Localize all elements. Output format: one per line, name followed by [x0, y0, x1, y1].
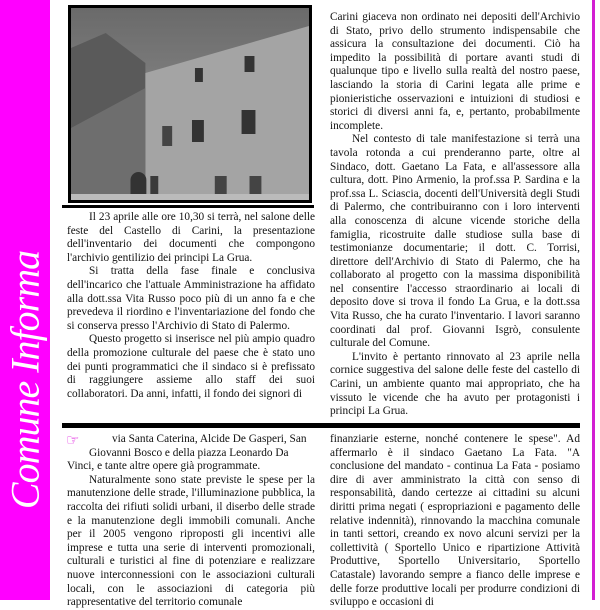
pointing-hand-icon: ☞ — [66, 433, 80, 449]
paragraph: L'invito è pertanto rinnovato al 23 aprile nella cornice suggestiva del salone delle feste del castello di Carini, un ambiente quanto mai appropriato, che ha vissuto le vicende che ha avuto per protagonisti i principi La Grua. — [330, 350, 580, 418]
paragraph: Naturalmente sono state previste le spese per la manutenzione delle strade, l'illuminazione pubblica, la raccolta dei rifiuti solidi urbani, il diserbo delle strade e la manutenzione degli immobili comunali. Anche per il 2005 vengono riproposti gli incentivi alle imprese e tutta una serie di interventi promozionali, culturali e turistici al fine di potenziare e realizzare nuove interconnessioni con le associazioni culturali locali, con le associazioni di categoria più rappresentative del territorio comunale — [67, 473, 315, 609]
continued-column-right — [330, 433, 580, 610]
paragraph: Si tratta della fase finale e conclusiva dell'incarico che l'attuale Amministrazione ha affidato alla dott.ssa Vita Russo poco più di un anno fa e che prevedeva il riordino e l'inventariazione del fondo che si conserva presso l'Archivio di Stato di Palermo. — [67, 265, 315, 332]
paragraph: Carini giaceva non ordinato nei depositi dell'Archivio di Stato, privo dello strumento indispensabile che assicura la consultazione dei documenti. Ciò ha impedito la possibilità di portare avanti studi di qualunque tipo e livello sulla realtà del nostro paese, lasciando la storia di Carini legata alle prime e pionieristiche osservazioni e intuizioni di studiosi e storici di diversi anni fa, e, pertanto, probabilmente incomplete. — [330, 11, 580, 132]
continued-column-left — [67, 433, 315, 610]
sidebar-band — [0, 0, 50, 600]
newsletter-title: Comune Informa — [2, 250, 48, 510]
continued-line: Giovanni Bosco e della piazza Leonardo Da — [89, 446, 289, 459]
article-column-right — [330, 11, 580, 419]
paragraph: Questo progetto si inserisce nel più ampio quadro della promozione culturale del paese che è stato uno dei punti programmatici che il sindaco si è prefissato di raggiungere assieme allo staff dei suoi collaboratori. Da anni, infatti, il fondo dei signori di — [67, 333, 315, 400]
paragraph: Vinci, e tante altre opere già programmate. — [67, 460, 261, 473]
continued-line: via Santa Caterina, Alcide De Gasperi, San — [112, 433, 307, 445]
section-divider — [62, 423, 580, 428]
divider — [62, 205, 314, 208]
paragraph: finanziarie esterne, nonché contenere le spese". Ad affermarlo è il sindaco Gaetano La Fata. "A conclusione del mandato - continua La Fata - posiamo dire di aver amministrato la città con senso di responsabilità, dando certezze ai cittadini su alcuni diritti prima negati ( espropriazioni e pagamento delle relative indennità), rinnovando la macchina comunale in tanti settori, creando ex novo alcuni servizi per la collettività ( Sportello Unico e ripartizione Attività Produttive, Sportello Universitario, Sportello Catastale) lavorando sempre a fianco delle imprese e delle forze produttive locali per produrre condizioni di sviluppo e occasioni di — [330, 433, 580, 609]
paragraph: Il 23 aprile alle ore 10,30 si terrà, nel salone delle feste del Castello di Carini, la presentazione dell'inventario dei documenti che compongono l'archivio gentilizio dei principi La Grua. — [67, 211, 315, 264]
castle-photo — [68, 5, 312, 203]
right-border — [592, 0, 595, 600]
castle-photo-icon — [71, 8, 309, 200]
article-column-left — [67, 211, 315, 401]
paragraph: Nel contesto di tale manifestazione si terrà una tavola rotonda a cui prenderanno parte, oltre al Sindaco, dott. Gaetano La Fata, e all'assessore alla cultura, dott. Pino Armenio, la prof.ssa P. Sardina e la prof.ssa L. Sciascia, docenti dell'Università degli Studi di Palermo, che contribuiranno con i loro interventi alla conoscenza di alcune vicende storiche della famiglia, ricostruite dalle studiose sulla base di testimonianze documentarie; il dott. C. Torrisi, direttore dell'Archivio di Stato di Palermo, che ha collaborato al progetto con la massima disponibilità nel consentire l'accesso straordinario ai locali di deposito dove si trova il fondo La Grua, e la dott.ssa Vita Russo, che ha curato l'inventario. I lavori saranno coordinati dal prof. Giovanni Isgrò, consulente culturale del Comune. — [330, 133, 580, 350]
